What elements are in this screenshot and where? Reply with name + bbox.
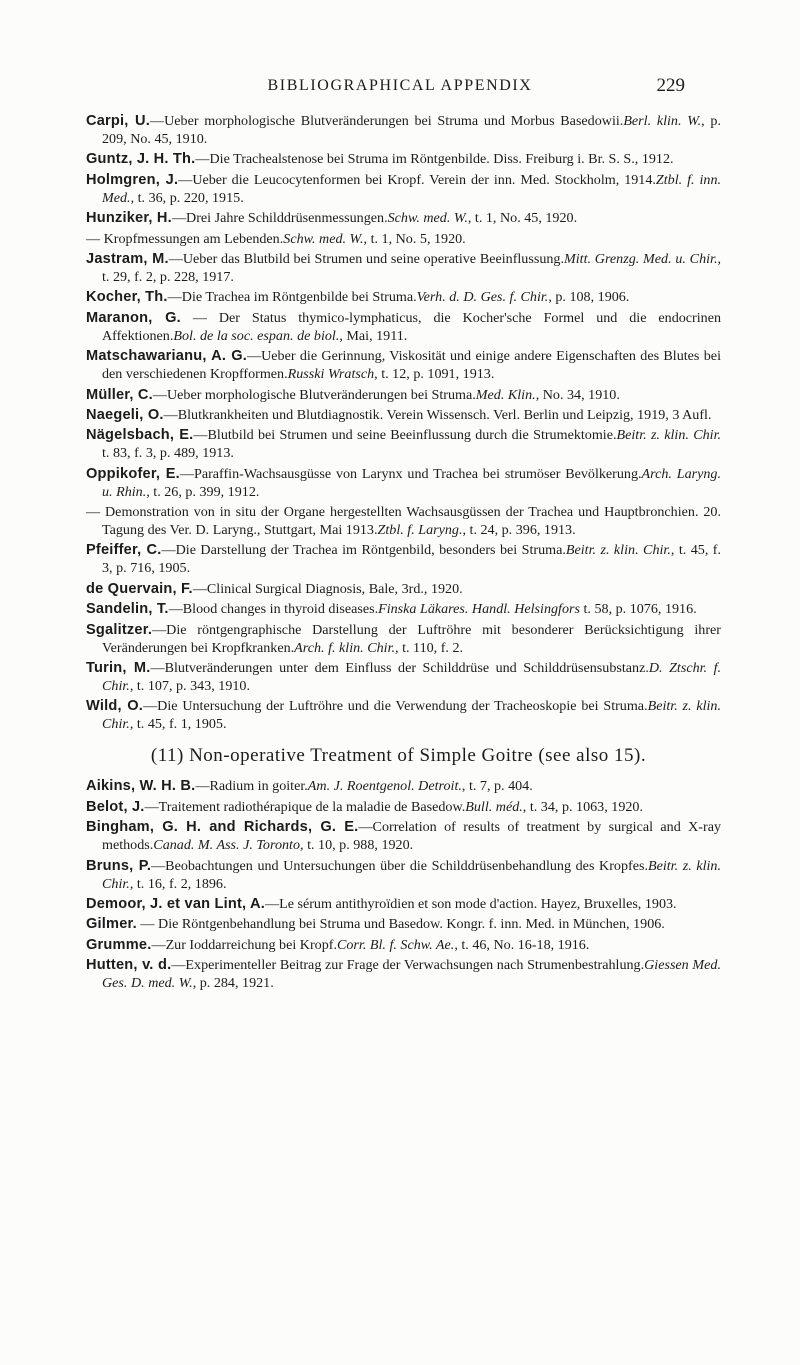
- bibliography-entry: [86, 621, 721, 657]
- entry-text: —Blutkrankheiten und Blutdiagnostik. Verein Wissensch. Verl. Berlin und Leipzig, 1919, 3 Aufl.: [163, 406, 712, 423]
- entry-author: Hunziker, H.: [86, 210, 172, 227]
- entry-text: —Clinical Surgical Diagnosis, Bale, 3rd., 1920.: [192, 580, 463, 597]
- entry-author: Bingham, G. H. and Richards, G. E.: [86, 819, 359, 836]
- entry-citation-details: , t. 26, p. 399, 1912.: [146, 483, 260, 500]
- entry-citation-details: , p. 284, 1921.: [192, 975, 274, 992]
- bibliography-entry: [86, 112, 721, 148]
- entry-citation-details: , t. 16, f. 2, 1896.: [129, 875, 227, 892]
- bibliography-entry: [86, 659, 721, 695]
- entry-journal: Beitr. z. klin. Chir.: [565, 542, 671, 559]
- reference-list-goitre-blood: [86, 112, 721, 733]
- entry-citation-details: , t. 7, p. 404.: [461, 778, 533, 795]
- entry-text: — Die Röntgenbehandlung bei Struma und Basedow. Kongr. f. inn. Med. in München, 1906.: [136, 916, 665, 933]
- entry-journal: Canad. M. Ass. J. Toronto: [153, 837, 301, 854]
- entry-journal: Russki Wratsch: [287, 366, 375, 383]
- entry-text: —Ueber das Blutbild bei Strumen und seine operative Beeinflussung.: [168, 250, 564, 267]
- entry-author: Guntz, J. H. Th.: [86, 151, 196, 168]
- entry-text: — Der Status thymico-lymphaticus, die Kocher'sche Formel und die endocrinen Affektionen.: [102, 309, 721, 344]
- entry-citation-details: , t. 24, p. 396, 1913.: [462, 522, 576, 539]
- entry-author: Demoor, J. et van Lint, A.: [86, 895, 266, 912]
- entry-text: —Traitement radiothérapique de la maladie de Basedow.: [144, 798, 466, 815]
- section-heading: (11) Non-operative Treatment of Simple Goitre (see also 15).: [150, 745, 647, 767]
- entry-journal: Berl. klin. W.: [623, 113, 702, 129]
- entry-author: Grumme.: [86, 936, 152, 953]
- entry-text: —Drei Jahre Schilddrüsenmessungen.: [171, 210, 388, 227]
- bibliography-entry: [86, 915, 721, 933]
- entry-citation-details: , t. 1, No. 45, 1920.: [467, 210, 578, 227]
- entry-journal: Ztbl. f. inn. Med.: [102, 171, 722, 206]
- entry-journal: Am. J. Roentgenol. Detroit.: [307, 778, 462, 795]
- entry-journal: Bull. méd.: [465, 798, 523, 815]
- entry-citation-details: t. 58, p. 1076, 1916.: [579, 601, 697, 618]
- entry-text: —Die Untersuchung der Luftröhre und die Verwendung der Tracheoskopie bei Struma.: [143, 698, 648, 715]
- entry-journal: Finska Läkares. Handl. Helsingfors: [378, 601, 580, 618]
- bibliography-entry: [86, 777, 721, 795]
- entry-citation-details: , No. 34, 1910.: [535, 386, 620, 403]
- bibliography-entry: [86, 171, 721, 207]
- entry-citation-details: , t. 10, p. 988, 1920.: [300, 837, 414, 854]
- bibliography-entry: [86, 288, 721, 306]
- entry-author: Maranon, G.: [86, 309, 181, 326]
- entry-author: Wild, O.: [86, 698, 144, 715]
- running-head: [0, 77, 800, 107]
- entry-text: —Ueber morphologische Blutveränderungen bei Struma.: [152, 386, 476, 403]
- entry-author: Jastram, M.: [86, 250, 169, 267]
- entry-author: Gilmer.: [86, 916, 137, 933]
- entry-citation-details: , t. 46, No. 16-18, 1916.: [454, 936, 590, 953]
- entry-text: —Die Trachea im Röntgenbilde bei Struma.: [167, 289, 417, 306]
- bibliography-entry: [86, 857, 721, 893]
- entry-journal: Schw. med. W.: [283, 230, 364, 247]
- entry-citation-details: , t. 34, p. 1063, 1920.: [522, 798, 643, 815]
- reference-list-non-operative-treatment: [86, 777, 721, 992]
- entry-text: —Radium in goiter.: [195, 778, 308, 795]
- entry-journal: Med. Klin.: [475, 386, 536, 403]
- entry-journal: Beitr. z. klin. Chir.: [102, 857, 722, 892]
- entry-text: —Die Trachealstenose bei Struma im Röntgenbilde. Diss. Freiburg i. Br. S. S., 1912.: [195, 151, 674, 168]
- entry-author: Pfeiffer, C.: [86, 542, 162, 559]
- entry-author: Turin, M.: [86, 660, 151, 677]
- entry-author: Bruns, P.: [86, 857, 152, 874]
- entry-text: —Ueber die Gerinnung, Viskosität und einige andere Eigenschaften des Blutes bei den verschiedenen Kropfformen.: [102, 348, 721, 383]
- entry-citation-details: , Mai, 1911.: [339, 327, 408, 344]
- entry-text: —Le sérum antithyroïdien et son mode d'action. Hayez, Bruxelles, 1903.: [265, 895, 677, 912]
- page-number: 229: [656, 75, 685, 96]
- entry-text: —Blutbild bei Strumen und seine Beeinflussung durch die Strumektomie.: [193, 427, 617, 444]
- bibliography-entry: [86, 580, 721, 598]
- bibliography-entry: [86, 386, 721, 404]
- bibliography-entry: [86, 347, 721, 383]
- bibliography-entry: [86, 250, 721, 286]
- entry-text: —Paraffin-Wachsausgüsse von Larynx und Trachea bei strumöser Bevölkerung.: [179, 465, 642, 482]
- entry-author: Sandelin, T.: [86, 601, 169, 618]
- entry-journal: Beitr. z. klin. Chir.: [616, 427, 722, 444]
- entry-text: —Ueber die Leucocytenformen bei Kropf. Verein der inn. Med. Stockholm, 1914.: [178, 171, 656, 188]
- entry-author: Nägelsbach, E.: [86, 427, 194, 444]
- entry-text: —Experimenteller Beitrag zur Frage der Verwachsungen nach Strumenbestrahlung.: [171, 957, 645, 974]
- entry-author: Naegeli, O.: [86, 406, 164, 423]
- entry-text: — Kropfmessungen am Lebenden.: [86, 230, 284, 247]
- bibliography-entry: [86, 426, 721, 462]
- entry-journal: D. Ztschr. f. Chir.: [102, 660, 722, 695]
- entry-citation-details: , t. 110, f. 2.: [395, 639, 464, 656]
- entry-citation-details: , t. 45, f. 1, 1905.: [129, 716, 227, 733]
- entry-citation-details: , t. 45, f. 3, p. 716, 1905.: [102, 542, 722, 577]
- bibliography-entry: [86, 541, 721, 577]
- entry-text: —Blood changes in thyroid diseases.: [168, 601, 379, 618]
- entry-author: Oppikofer, E.: [86, 465, 180, 482]
- bibliography-entry: [86, 697, 721, 733]
- entry-author: de Quervain, F.: [86, 580, 193, 597]
- bibliography-entry: [86, 406, 721, 424]
- entry-journal: Beitr. z. klin. Chir.: [102, 698, 722, 733]
- entry-citation-details: , p. 209, No. 45, 1910.: [102, 113, 721, 147]
- entry-citation-details: , t. 107, p. 343, 1910.: [129, 678, 251, 695]
- entry-citation-details: , t. 36, p. 220, 1915.: [130, 189, 244, 206]
- entry-journal: Arch. f. klin. Chir.: [294, 639, 396, 656]
- entry-author: Carpi, U.: [86, 113, 150, 129]
- bibliography-entry: [86, 150, 721, 168]
- entry-journal: Schw. med. W.: [387, 210, 468, 227]
- bibliography-entry: [86, 956, 721, 992]
- bibliography-entry: [86, 798, 721, 816]
- entry-journal: Arch. Laryng. u. Rhin.: [102, 465, 721, 500]
- entry-citation-details: t. 83, f. 3, p. 489, 1913.: [102, 445, 234, 462]
- entry-citation-details: , p. 108, 1906.: [548, 289, 630, 306]
- entry-author: Sgalitzer.: [86, 621, 153, 638]
- entry-journal: Mitt. Grenzg. Med. u. Chir.: [564, 250, 718, 267]
- bibliography-entry: [86, 818, 721, 854]
- bibliography-entry: [86, 209, 721, 227]
- bibliography-entry: [86, 309, 721, 345]
- bibliography-entry: [86, 895, 721, 913]
- bibliography-entry: [86, 465, 721, 501]
- entry-journal: Ztbl. f. Laryng.: [377, 522, 463, 539]
- entry-journal: Giessen Med. Ges. D. med. W.: [102, 957, 721, 992]
- entry-author: Belot, J.: [86, 798, 145, 815]
- entry-text: — Demonstration von in situ der Organe hergestellten Wachsausgüssen der Trachea und Hauptbronchien. 20. Tagung des Ver. D. Laryng., Stuttgart, Mai 1913.: [86, 504, 721, 539]
- bibliography-entry: [86, 936, 721, 954]
- entry-journal: Bol. de la soc. espan. de biol.: [173, 327, 340, 344]
- entry-text: —Zur Ioddarreichung bei Kropf.: [151, 936, 337, 953]
- bibliography-entry: [86, 230, 721, 248]
- entry-text: —Die Darstellung der Trachea im Röntgenbild, besonders bei Struma.: [161, 542, 566, 559]
- bibliography: [86, 112, 721, 995]
- bibliography-entry: [86, 503, 721, 539]
- entry-citation-details: , t. 1, No. 5, 1920.: [363, 230, 466, 247]
- entry-author: Müller, C.: [86, 386, 153, 403]
- entry-author: Aikins, W. H. B.: [86, 778, 196, 795]
- entry-text: —Ueber morphologische Blutveränderungen bei Struma und Morbus Basedowii.: [150, 113, 624, 129]
- entry-text: —Die röntgengraphische Darstellung der Luftröhre mit besonderer Berücksichtigung ihrer Veränderungen bei Kropfkranken.: [102, 621, 721, 656]
- bibliography-entry: [86, 600, 721, 618]
- entry-citation-details: , t. 12, p. 1091, 1913.: [374, 366, 495, 383]
- entry-citation-details: , t. 29, f. 2, p. 228, 1917.: [102, 250, 722, 285]
- entry-author: Kocher, Th.: [86, 289, 168, 306]
- entry-text: —Correlation of results of treatment by surgical and X-ray methods.: [102, 819, 721, 854]
- running-title: BIBLIOGRAPHICAL APPENDIX: [267, 77, 533, 94]
- entry-author: Holmgren, J.: [86, 171, 179, 188]
- entry-text: —Blutveränderungen unter dem Einfluss der Schilddrüse und Schilddrüsensubstanz.: [150, 660, 649, 677]
- entry-author: Hutten, v. d.: [86, 957, 172, 974]
- entry-author: Matschawarianu, A. G.: [86, 348, 247, 365]
- entry-journal: Verh. d. D. Ges. f. Chir.: [416, 289, 549, 306]
- entry-journal: Corr. Bl. f. Schw. Ae.: [336, 936, 455, 953]
- entry-text: —Beobachtungen und Untersuchungen über die Schilddrüsenbehandlung des Kropfes.: [151, 857, 648, 874]
